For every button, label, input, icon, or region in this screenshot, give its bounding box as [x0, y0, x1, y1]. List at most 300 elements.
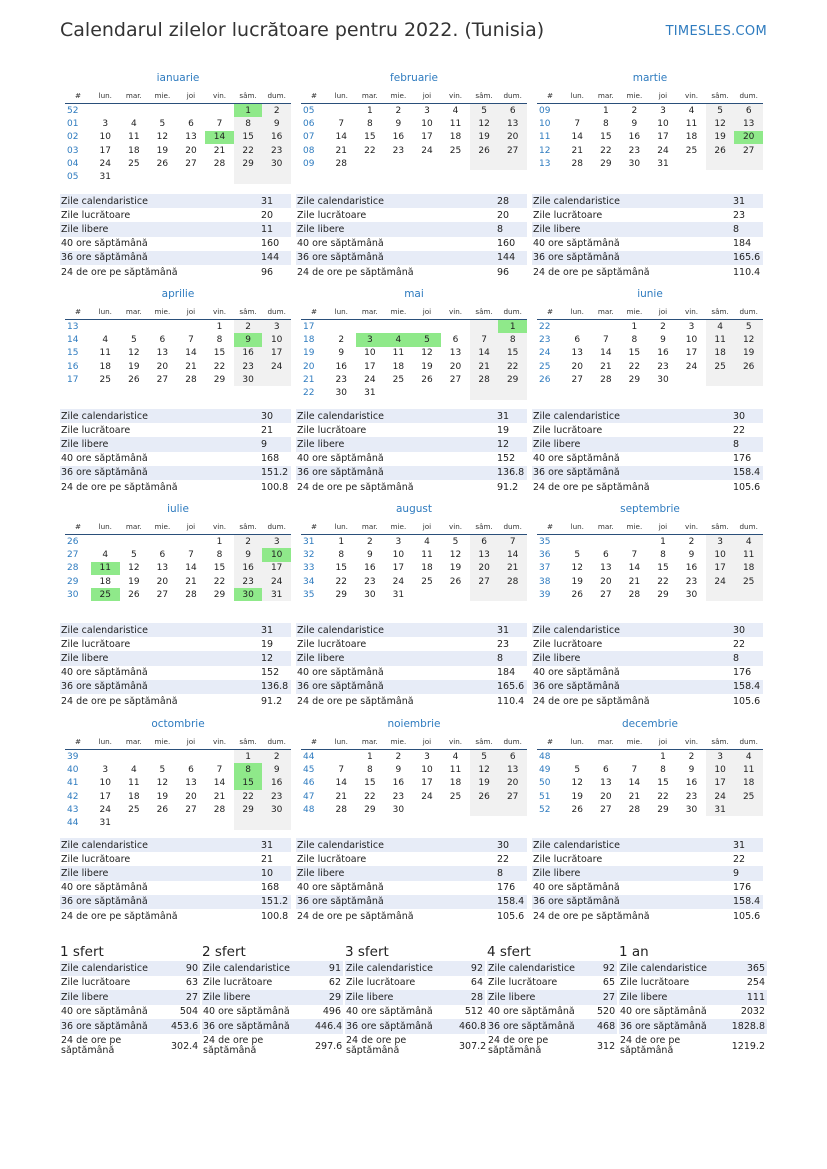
day-cell: 25	[128, 158, 140, 169]
stat-row	[60, 194, 291, 208]
stat-row	[532, 265, 763, 279]
weekday-label: joi	[649, 734, 678, 750]
day-cell: 17	[421, 132, 433, 143]
week-row	[301, 535, 527, 549]
week-row	[301, 803, 527, 816]
weekend-day: 24	[706, 790, 735, 803]
stat-label: Zile libere	[60, 651, 260, 665]
month-stats-martie	[532, 194, 763, 279]
day-cell	[148, 816, 177, 829]
summary-value: 111	[714, 990, 767, 1005]
day-cell: 26	[571, 804, 583, 815]
week-number: 22	[539, 321, 551, 332]
month-calendar	[301, 734, 527, 816]
day-cell: 28	[335, 158, 347, 169]
summary-value: 504	[179, 1006, 198, 1018]
week-row	[537, 803, 763, 816]
day-cell: 10	[364, 348, 376, 359]
weekday-label: mar.	[356, 88, 385, 104]
week-number: 48	[539, 751, 551, 762]
day-cell: 12	[571, 563, 583, 574]
week-row	[65, 104, 291, 118]
stat-row	[296, 194, 527, 208]
weekday-label: joi	[413, 734, 442, 750]
weekend-day: 14	[470, 347, 499, 360]
weekday-label: joi	[649, 304, 678, 320]
day-cell	[563, 320, 592, 334]
day-cell	[262, 373, 291, 386]
week-row	[301, 386, 527, 399]
weekend-day: 29	[234, 157, 263, 170]
stat-value: 152	[261, 667, 280, 679]
day-cell: 2	[395, 105, 402, 116]
day-cell: 14	[628, 563, 641, 574]
weekend-day: 12	[470, 117, 499, 130]
summary-value: 520	[597, 1006, 616, 1018]
holiday-day: 1	[234, 104, 263, 118]
stat-label: 24 de ore pe săptămână	[61, 266, 178, 278]
week-number-header: #	[537, 734, 563, 750]
day-cell: 12	[156, 132, 169, 143]
stat-value: 110.4	[733, 266, 761, 278]
day-cell	[177, 104, 206, 118]
weekend-day: 3	[706, 535, 735, 549]
stat-value: 91.2	[261, 695, 283, 707]
stat-label: 36 ore săptămână	[532, 466, 732, 480]
stat-value: 30	[496, 838, 527, 852]
day-cell: 24	[657, 145, 669, 156]
week-row	[65, 816, 291, 829]
day-cell: 16	[685, 778, 698, 789]
stat-label: 24 de ore pe săptămână	[533, 910, 650, 922]
day-cell: 11	[449, 764, 462, 775]
stat-row	[60, 694, 291, 708]
weekend-day: 19	[470, 777, 499, 790]
week-number: 23	[539, 334, 551, 345]
summary-label: Zile calendaristice	[345, 961, 458, 976]
stat-label: 36 ore săptămână	[60, 251, 260, 265]
stat-row	[296, 480, 527, 494]
weekend-day: 5	[470, 104, 499, 118]
week-row	[537, 373, 763, 386]
stat-row	[296, 623, 527, 637]
day-cell: 30	[685, 804, 698, 815]
month-stats-mai	[296, 409, 527, 494]
summary-label: 24 de ore pe săptămână	[620, 1035, 681, 1056]
day-cell: 21	[213, 791, 226, 802]
day-cell: 27	[600, 589, 612, 600]
day-cell: 5	[130, 334, 137, 345]
week-row	[537, 320, 763, 334]
day-cell: 23	[685, 576, 698, 587]
holiday-day: 11	[91, 562, 120, 575]
summary-value: 2032	[740, 1006, 765, 1018]
week-number: 05	[67, 172, 79, 183]
day-cell: 18	[128, 145, 140, 156]
day-cell: 24	[99, 158, 111, 169]
summary-row	[487, 990, 617, 1005]
week-row	[301, 117, 527, 130]
stat-value: 136.8	[260, 680, 291, 694]
day-cell: 31	[364, 388, 376, 399]
day-cell: 30	[392, 804, 405, 815]
month-name: martie	[632, 72, 668, 84]
weekday-label: dum.	[734, 734, 763, 750]
stat-row	[532, 480, 763, 494]
day-cell	[148, 170, 177, 183]
day-cell: 28	[185, 374, 197, 385]
day-cell: 18	[392, 361, 405, 372]
day-cell: 31	[99, 172, 111, 183]
month-calendar	[65, 88, 291, 184]
week-number: 14	[67, 334, 79, 345]
day-cell: 19	[571, 576, 583, 587]
week-row	[65, 170, 291, 183]
summary-label: Zile lucrătoare	[61, 977, 131, 989]
day-cell: 29	[213, 589, 226, 600]
weekend-day: 23	[234, 360, 263, 373]
weekend-day: 26	[734, 360, 763, 373]
stat-row	[296, 651, 527, 665]
stat-row	[532, 623, 763, 637]
day-cell: 25	[449, 145, 462, 156]
weekday-label: mie.	[384, 88, 413, 104]
weekday-label: lun.	[563, 519, 592, 535]
weekday-label: mie.	[148, 734, 177, 750]
day-cell: 8	[366, 764, 373, 775]
holiday-day: 8	[234, 763, 263, 776]
day-cell: 9	[631, 118, 638, 129]
week-number: 37	[539, 563, 551, 574]
summary-row	[345, 1034, 485, 1059]
weekday-header	[65, 734, 291, 750]
day-cell: 20	[156, 576, 169, 587]
month-calendar	[65, 304, 291, 386]
day-cell: 31	[392, 589, 405, 600]
week-number: 18	[303, 334, 315, 345]
weekend-day: 18	[706, 347, 735, 360]
weekday-label: dum.	[262, 734, 291, 750]
summary-row	[60, 961, 200, 976]
day-cell: 8	[216, 549, 223, 560]
summary-row	[487, 1005, 617, 1020]
day-cell: 16	[364, 563, 376, 574]
week-row	[537, 144, 763, 157]
stat-label: Zile lucrătoare	[533, 209, 603, 221]
stat-value: 105.6	[497, 910, 525, 922]
stat-row	[532, 666, 763, 680]
month-august	[301, 501, 527, 601]
holiday-day: 25	[91, 588, 120, 601]
day-cell	[498, 803, 527, 816]
day-cell: 6	[159, 334, 166, 345]
week-number: 12	[539, 145, 551, 156]
month-februarie	[301, 70, 527, 170]
weekday-header	[537, 734, 763, 750]
weekday-label: dum.	[262, 304, 291, 320]
day-cell: 8	[216, 334, 223, 345]
stat-label: 24 de ore pe săptămână	[533, 695, 650, 707]
day-cell: 5	[574, 764, 581, 775]
week-number: 51	[539, 791, 551, 802]
week-number: 02	[67, 132, 79, 143]
day-cell: 16	[392, 778, 405, 789]
stat-value: 31	[732, 838, 763, 852]
stat-label: Zile libere	[60, 866, 260, 880]
stat-value: 184	[497, 667, 516, 679]
day-cell	[205, 816, 234, 829]
stat-value: 28	[496, 194, 527, 208]
summary-value: 63	[185, 977, 198, 989]
weekday-label: vin.	[441, 734, 470, 750]
weekday-label: mie.	[620, 734, 649, 750]
weekday-label: lun.	[91, 519, 120, 535]
weekend-day: 10	[706, 548, 735, 561]
summary-label: 36 ore săptămână	[345, 1019, 458, 1034]
weekend-day: 26	[706, 144, 735, 157]
stat-value: 168	[261, 882, 280, 894]
day-cell: 16	[657, 348, 669, 359]
holiday-day: 15	[234, 777, 263, 790]
day-cell: 29	[657, 804, 669, 815]
stat-label: Zile libere	[296, 651, 496, 665]
weekend-day: 17	[706, 777, 735, 790]
day-cell	[91, 750, 120, 764]
day-cell	[563, 535, 592, 549]
stat-label: 36 ore săptămână	[296, 680, 496, 694]
day-cell	[120, 535, 149, 549]
stat-row	[60, 251, 291, 265]
summary-row	[60, 1019, 200, 1034]
weekend-day: 19	[706, 131, 735, 144]
day-cell	[734, 588, 763, 601]
weekday-label: mar.	[592, 304, 621, 320]
weekend-day: 15	[498, 347, 527, 360]
summary-label: 40 ore săptămână	[620, 1006, 707, 1018]
day-cell: 8	[338, 549, 345, 560]
stat-row	[532, 866, 763, 880]
day-cell: 21	[571, 145, 583, 156]
stat-label: 36 ore săptămână	[296, 466, 496, 480]
stat-value: 158.4	[732, 680, 763, 694]
summary-value: 460.8	[459, 1020, 487, 1032]
day-cell: 26	[128, 589, 140, 600]
week-number-header: #	[537, 304, 563, 320]
week-number: 04	[67, 158, 79, 169]
weekend-day: 12	[734, 333, 763, 346]
day-cell: 1	[216, 321, 223, 332]
week-number: 22	[303, 388, 315, 399]
weekday-label: sâm.	[234, 88, 263, 104]
weekday-header	[65, 519, 291, 535]
summary-row	[619, 1005, 767, 1020]
weekend-day: 18	[734, 777, 763, 790]
day-cell: 21	[335, 145, 347, 156]
stat-value: 184	[733, 238, 752, 250]
week-number: 07	[303, 132, 315, 143]
stat-row	[532, 852, 763, 866]
holiday-day: 30	[234, 588, 263, 601]
stat-value: 8	[496, 651, 527, 665]
stat-row	[532, 838, 763, 852]
weekend-day: 24	[262, 575, 291, 588]
summary-row	[345, 976, 485, 991]
summary-label: 40 ore săptămână	[61, 1006, 148, 1018]
summary-value: 365	[714, 961, 767, 976]
weekend-day: 21	[470, 360, 499, 373]
summary-row	[345, 1019, 485, 1034]
day-cell: 13	[600, 778, 612, 789]
month-calendar	[537, 734, 763, 816]
summary-row	[487, 1034, 617, 1059]
day-cell: 24	[99, 804, 111, 815]
day-cell	[441, 803, 470, 816]
day-cell: 7	[188, 549, 194, 560]
weekend-day: 27	[470, 575, 499, 588]
day-cell: 7	[602, 334, 609, 345]
month-octombrie	[65, 716, 291, 830]
day-cell: 11	[128, 778, 140, 789]
week-number: 29	[67, 576, 79, 587]
week-row	[301, 373, 527, 386]
stat-row	[296, 838, 527, 852]
weekend-day: 25	[734, 790, 763, 803]
weekend-day: 6	[498, 750, 527, 764]
day-cell: 20	[185, 145, 197, 156]
weekday-label: sâm.	[234, 734, 263, 750]
day-cell: 7	[216, 118, 223, 129]
day-cell	[356, 157, 385, 170]
week-number: 52	[539, 804, 551, 815]
day-cell: 12	[449, 549, 462, 560]
summary-value: 91	[314, 961, 343, 976]
month-iunie	[537, 286, 763, 386]
day-cell	[205, 104, 234, 118]
day-cell	[470, 320, 499, 334]
summary-value: 27	[170, 990, 200, 1005]
summary-value: 254	[746, 977, 765, 989]
month-septembrie	[537, 501, 763, 601]
month-name: aprilie	[161, 288, 195, 300]
day-cell: 30	[685, 589, 698, 600]
week-row	[537, 562, 763, 575]
week-number-header: #	[65, 734, 91, 750]
weekday-label: dum.	[498, 304, 527, 320]
stat-value: 20	[261, 209, 274, 221]
week-number: 39	[539, 589, 551, 600]
day-cell: 17	[392, 563, 405, 574]
stat-row	[60, 437, 291, 451]
summary-row	[60, 1005, 200, 1020]
week-number: 30	[67, 589, 79, 600]
day-cell: 20	[600, 576, 612, 587]
day-cell: 18	[421, 563, 433, 574]
day-cell: 18	[449, 132, 462, 143]
stat-row	[60, 237, 291, 251]
summary-title: 3 sfert	[345, 944, 389, 960]
weekend-day: 22	[234, 790, 263, 803]
week-number: 41	[67, 778, 79, 789]
stat-row	[296, 694, 527, 708]
day-cell: 11	[685, 118, 698, 129]
weekday-label: vin.	[441, 304, 470, 320]
weekday-label: lun.	[91, 304, 120, 320]
stat-value: 19	[497, 424, 510, 436]
summary-row	[619, 990, 767, 1005]
day-cell: 13	[449, 348, 462, 359]
weekend-day: 31	[262, 588, 291, 601]
week-number: 43	[67, 804, 79, 815]
day-cell	[177, 535, 206, 549]
stat-value: 144	[260, 251, 291, 265]
day-cell	[706, 157, 735, 170]
day-cell: 7	[216, 764, 223, 775]
day-cell: 4	[130, 118, 137, 129]
day-cell: 9	[395, 764, 402, 775]
week-number: 36	[539, 549, 551, 560]
day-cell: 2	[395, 751, 402, 762]
stat-value: 12	[496, 437, 527, 451]
day-cell: 11	[392, 348, 405, 359]
day-cell: 12	[156, 778, 169, 789]
day-cell	[706, 588, 735, 601]
day-cell: 1	[660, 751, 666, 762]
day-cell	[563, 750, 592, 764]
day-cell: 22	[364, 791, 376, 802]
day-cell: 25	[128, 804, 140, 815]
month-stats-ianuarie	[60, 194, 291, 279]
weekday-label: lun.	[563, 88, 592, 104]
weekend-day: 23	[262, 790, 291, 803]
summary-row	[202, 1034, 343, 1059]
day-cell: 18	[449, 778, 462, 789]
day-cell: 14	[571, 132, 583, 143]
summary-row	[202, 961, 343, 976]
weekday-label: joi	[413, 304, 442, 320]
weekend-day: 3	[706, 750, 735, 764]
stat-row	[532, 237, 763, 251]
weekday-label: vin.	[677, 304, 706, 320]
stat-value: 31	[496, 623, 527, 637]
stat-label: 24 de ore pe săptămână	[297, 481, 414, 493]
brand-link[interactable]: TIMESLES.COM	[665, 24, 767, 39]
stat-row	[532, 437, 763, 451]
day-cell	[592, 320, 621, 334]
summary-row	[60, 990, 200, 1005]
day-cell: 7	[338, 118, 345, 129]
day-cell: 22	[628, 361, 641, 372]
stat-row	[296, 895, 527, 909]
day-cell: 15	[213, 348, 226, 359]
summary-title: 1 an	[619, 944, 649, 960]
summary-label: Zile calendaristice	[202, 961, 314, 976]
stat-label: 40 ore săptămână	[533, 238, 620, 250]
day-cell: 3	[424, 751, 430, 762]
day-cell	[91, 104, 120, 118]
day-cell: 28	[185, 589, 197, 600]
weekday-label: vin.	[677, 519, 706, 535]
day-cell: 28	[213, 158, 226, 169]
weekday-label: vin.	[205, 519, 234, 535]
day-cell: 7	[574, 118, 581, 129]
weekday-label: vin.	[205, 734, 234, 750]
day-cell: 5	[452, 536, 459, 547]
day-cell: 22	[335, 576, 347, 587]
day-cell: 14	[335, 778, 347, 789]
day-cell: 19	[128, 576, 140, 587]
holiday-day: 3	[356, 333, 385, 346]
stat-label: 36 ore săptămână	[60, 466, 260, 480]
